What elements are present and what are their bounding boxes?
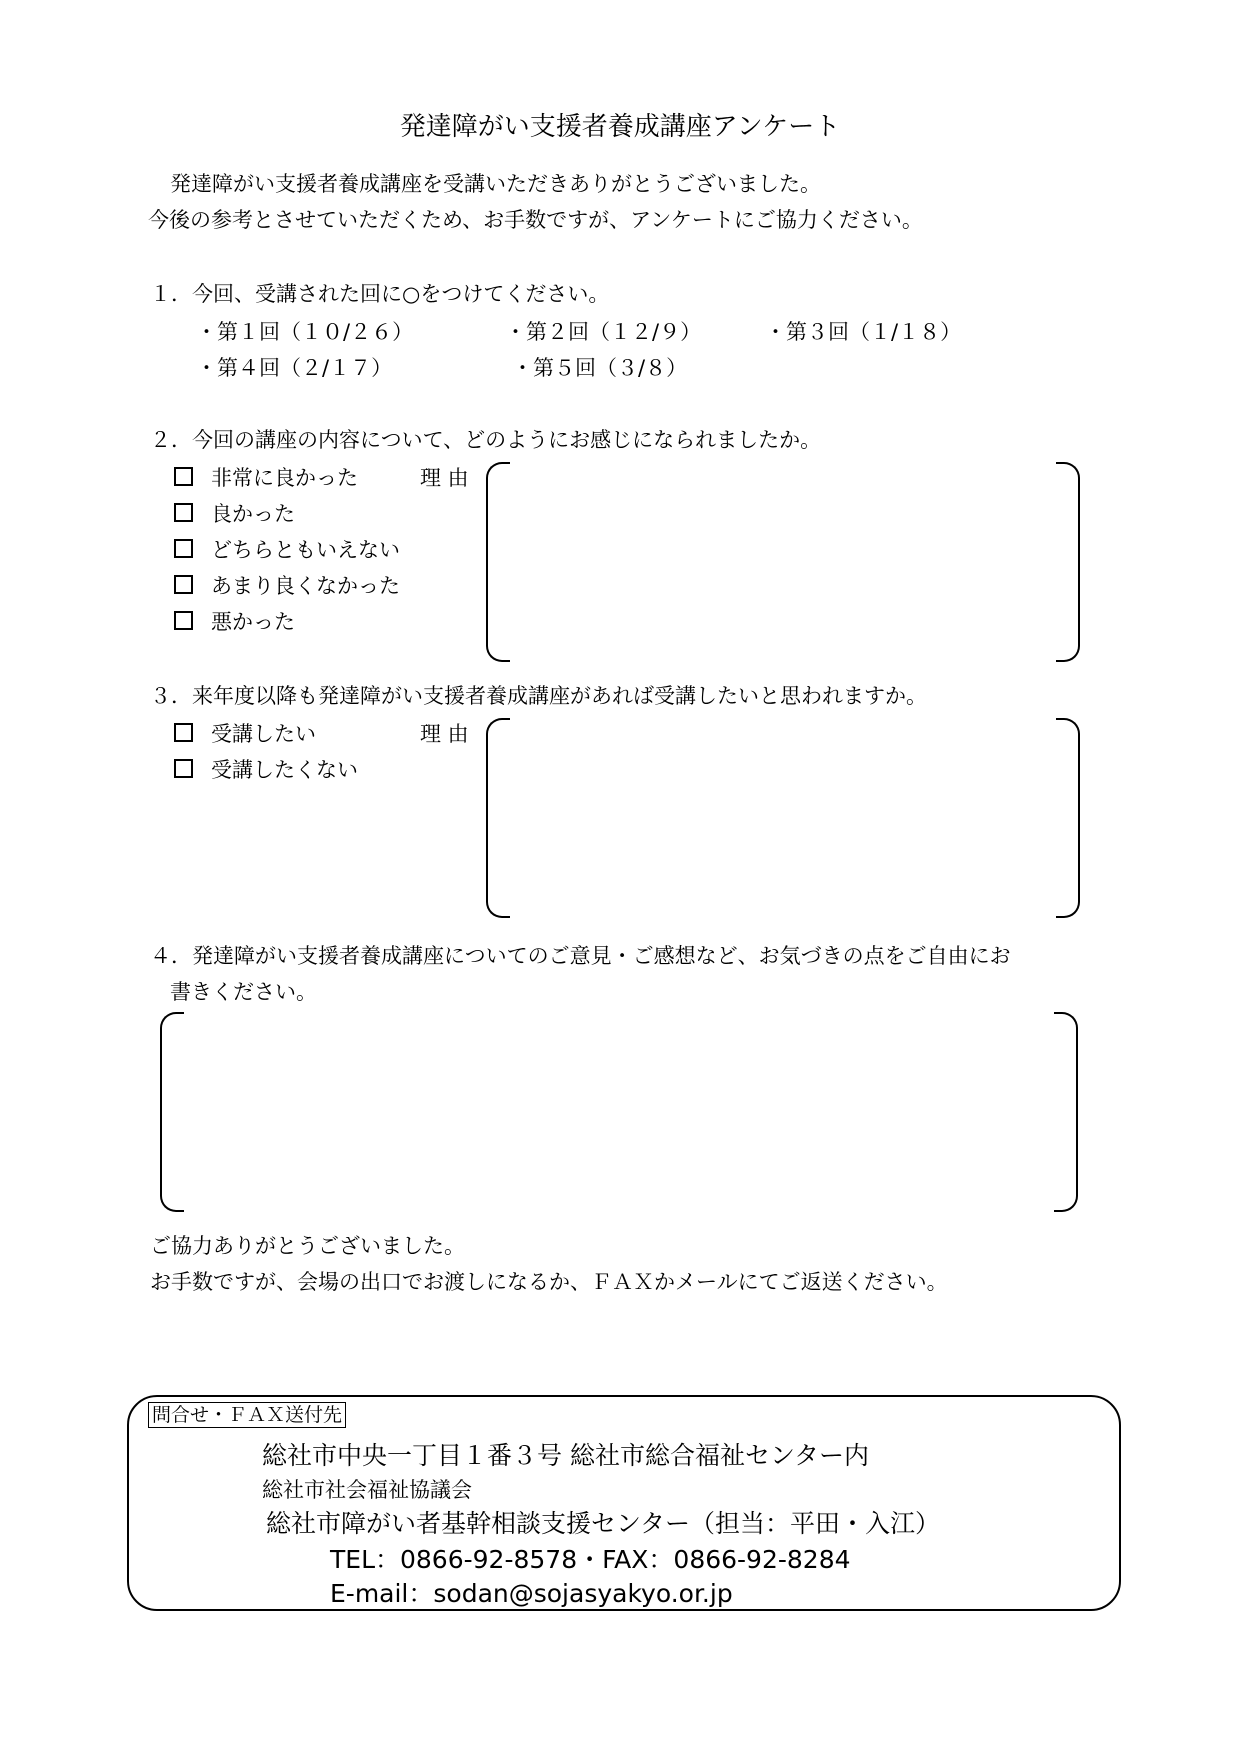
checkbox-icon[interactable] — [174, 575, 193, 594]
contact-org-1: 総社市社会福祉協議会 — [262, 1478, 472, 1502]
q3-option-label: 受講したくない — [211, 758, 358, 782]
q3-reason-label: 理 由 — [420, 722, 469, 746]
q2-reason-label: 理 由 — [420, 466, 469, 490]
left-bracket — [486, 462, 510, 662]
question-4-text-line-1: ４．発達障がい支援者養成講座についてのご意見・ご感想など、お気づきの点をご自由にお — [150, 944, 1011, 968]
q3-option-label: 受講したい — [211, 722, 316, 746]
closing-line-1: ご協力ありがとうございました。 — [150, 1234, 465, 1258]
contact-address: 総社市中央一丁目１番３号 総社市総合福祉センター内 — [262, 1441, 869, 1470]
contact-email[interactable]: E-mail：sodan@sojasyakyo.or.jp — [330, 1579, 733, 1608]
q2-reason-area[interactable] — [486, 462, 1080, 662]
closing-line-2: お手数ですが、会場の出口でお渡しになるか、ＦＡＸかメールにてご返送ください。 — [150, 1270, 948, 1294]
session-option-1[interactable]: ・第１回（１０/２６） — [196, 320, 414, 344]
left-bracket — [160, 1012, 184, 1212]
q2-option-label: どちらともいえない — [211, 538, 400, 562]
question-1-text: １．今回、受講された回に○をつけてください。 — [150, 282, 610, 306]
session-option-3[interactable]: ・第３回（１/１８） — [765, 320, 962, 344]
q2-option-neutral[interactable] — [174, 534, 400, 564]
checkbox-icon[interactable] — [174, 611, 193, 630]
question-4-text-line-2: 書きください。 — [170, 980, 317, 1004]
q4-comment-area[interactable] — [160, 1012, 1078, 1212]
q2-option-bad[interactable] — [174, 606, 295, 636]
q3-reason-area[interactable] — [486, 718, 1080, 918]
q3-option-no[interactable] — [174, 754, 358, 784]
right-bracket — [1056, 462, 1080, 662]
checkbox-icon[interactable] — [174, 759, 193, 778]
q2-option-label: 悪かった — [211, 610, 295, 634]
question-3-text: ３．来年度以降も発達障がい支援者養成講座があれば受講したいと思われますか。 — [150, 684, 927, 708]
q2-option-label: 良かった — [211, 502, 295, 526]
q3-option-yes[interactable] — [174, 718, 316, 748]
contact-tel-fax: TEL：0866-92-8578・FAX：0866-92-8284 — [330, 1545, 851, 1574]
contact-org-2: 総社市障がい者基幹相談支援センター（担当：平田・入江） — [266, 1509, 941, 1538]
right-bracket — [1054, 1012, 1078, 1212]
q2-option-good[interactable] — [174, 498, 295, 528]
left-bracket — [486, 718, 510, 918]
checkbox-icon[interactable] — [174, 503, 193, 522]
q2-option-label: 非常に良かった — [211, 466, 358, 490]
q2-option-not-good[interactable] — [174, 570, 400, 600]
q2-option-label: あまり良くなかった — [211, 574, 400, 598]
checkbox-icon[interactable] — [174, 723, 193, 742]
q2-option-very-good[interactable] — [174, 462, 358, 492]
session-option-5[interactable]: ・第５回（３/８） — [512, 356, 688, 380]
checkbox-icon[interactable] — [174, 539, 193, 558]
intro-line-1: 発達障がい支援者養成講座を受講いただきありがとうございました。 — [170, 172, 821, 196]
page-title: 発達障がい支援者養成講座アンケート — [399, 112, 841, 142]
question-2-text: ２．今回の講座の内容について、どのようにお感じになられましたか。 — [150, 428, 822, 452]
checkbox-icon[interactable] — [174, 467, 193, 486]
right-bracket — [1056, 718, 1080, 918]
contact-tag: 問合せ・ＦＡＸ送付先 — [148, 1402, 346, 1428]
session-option-4[interactable]: ・第４回（２/１７） — [196, 356, 393, 380]
session-option-2[interactable]: ・第２回（１２/９） — [505, 320, 702, 344]
intro-line-2: 今後の参考とさせていただくため、お手数ですが、アンケートにご協力ください。 — [148, 208, 923, 232]
